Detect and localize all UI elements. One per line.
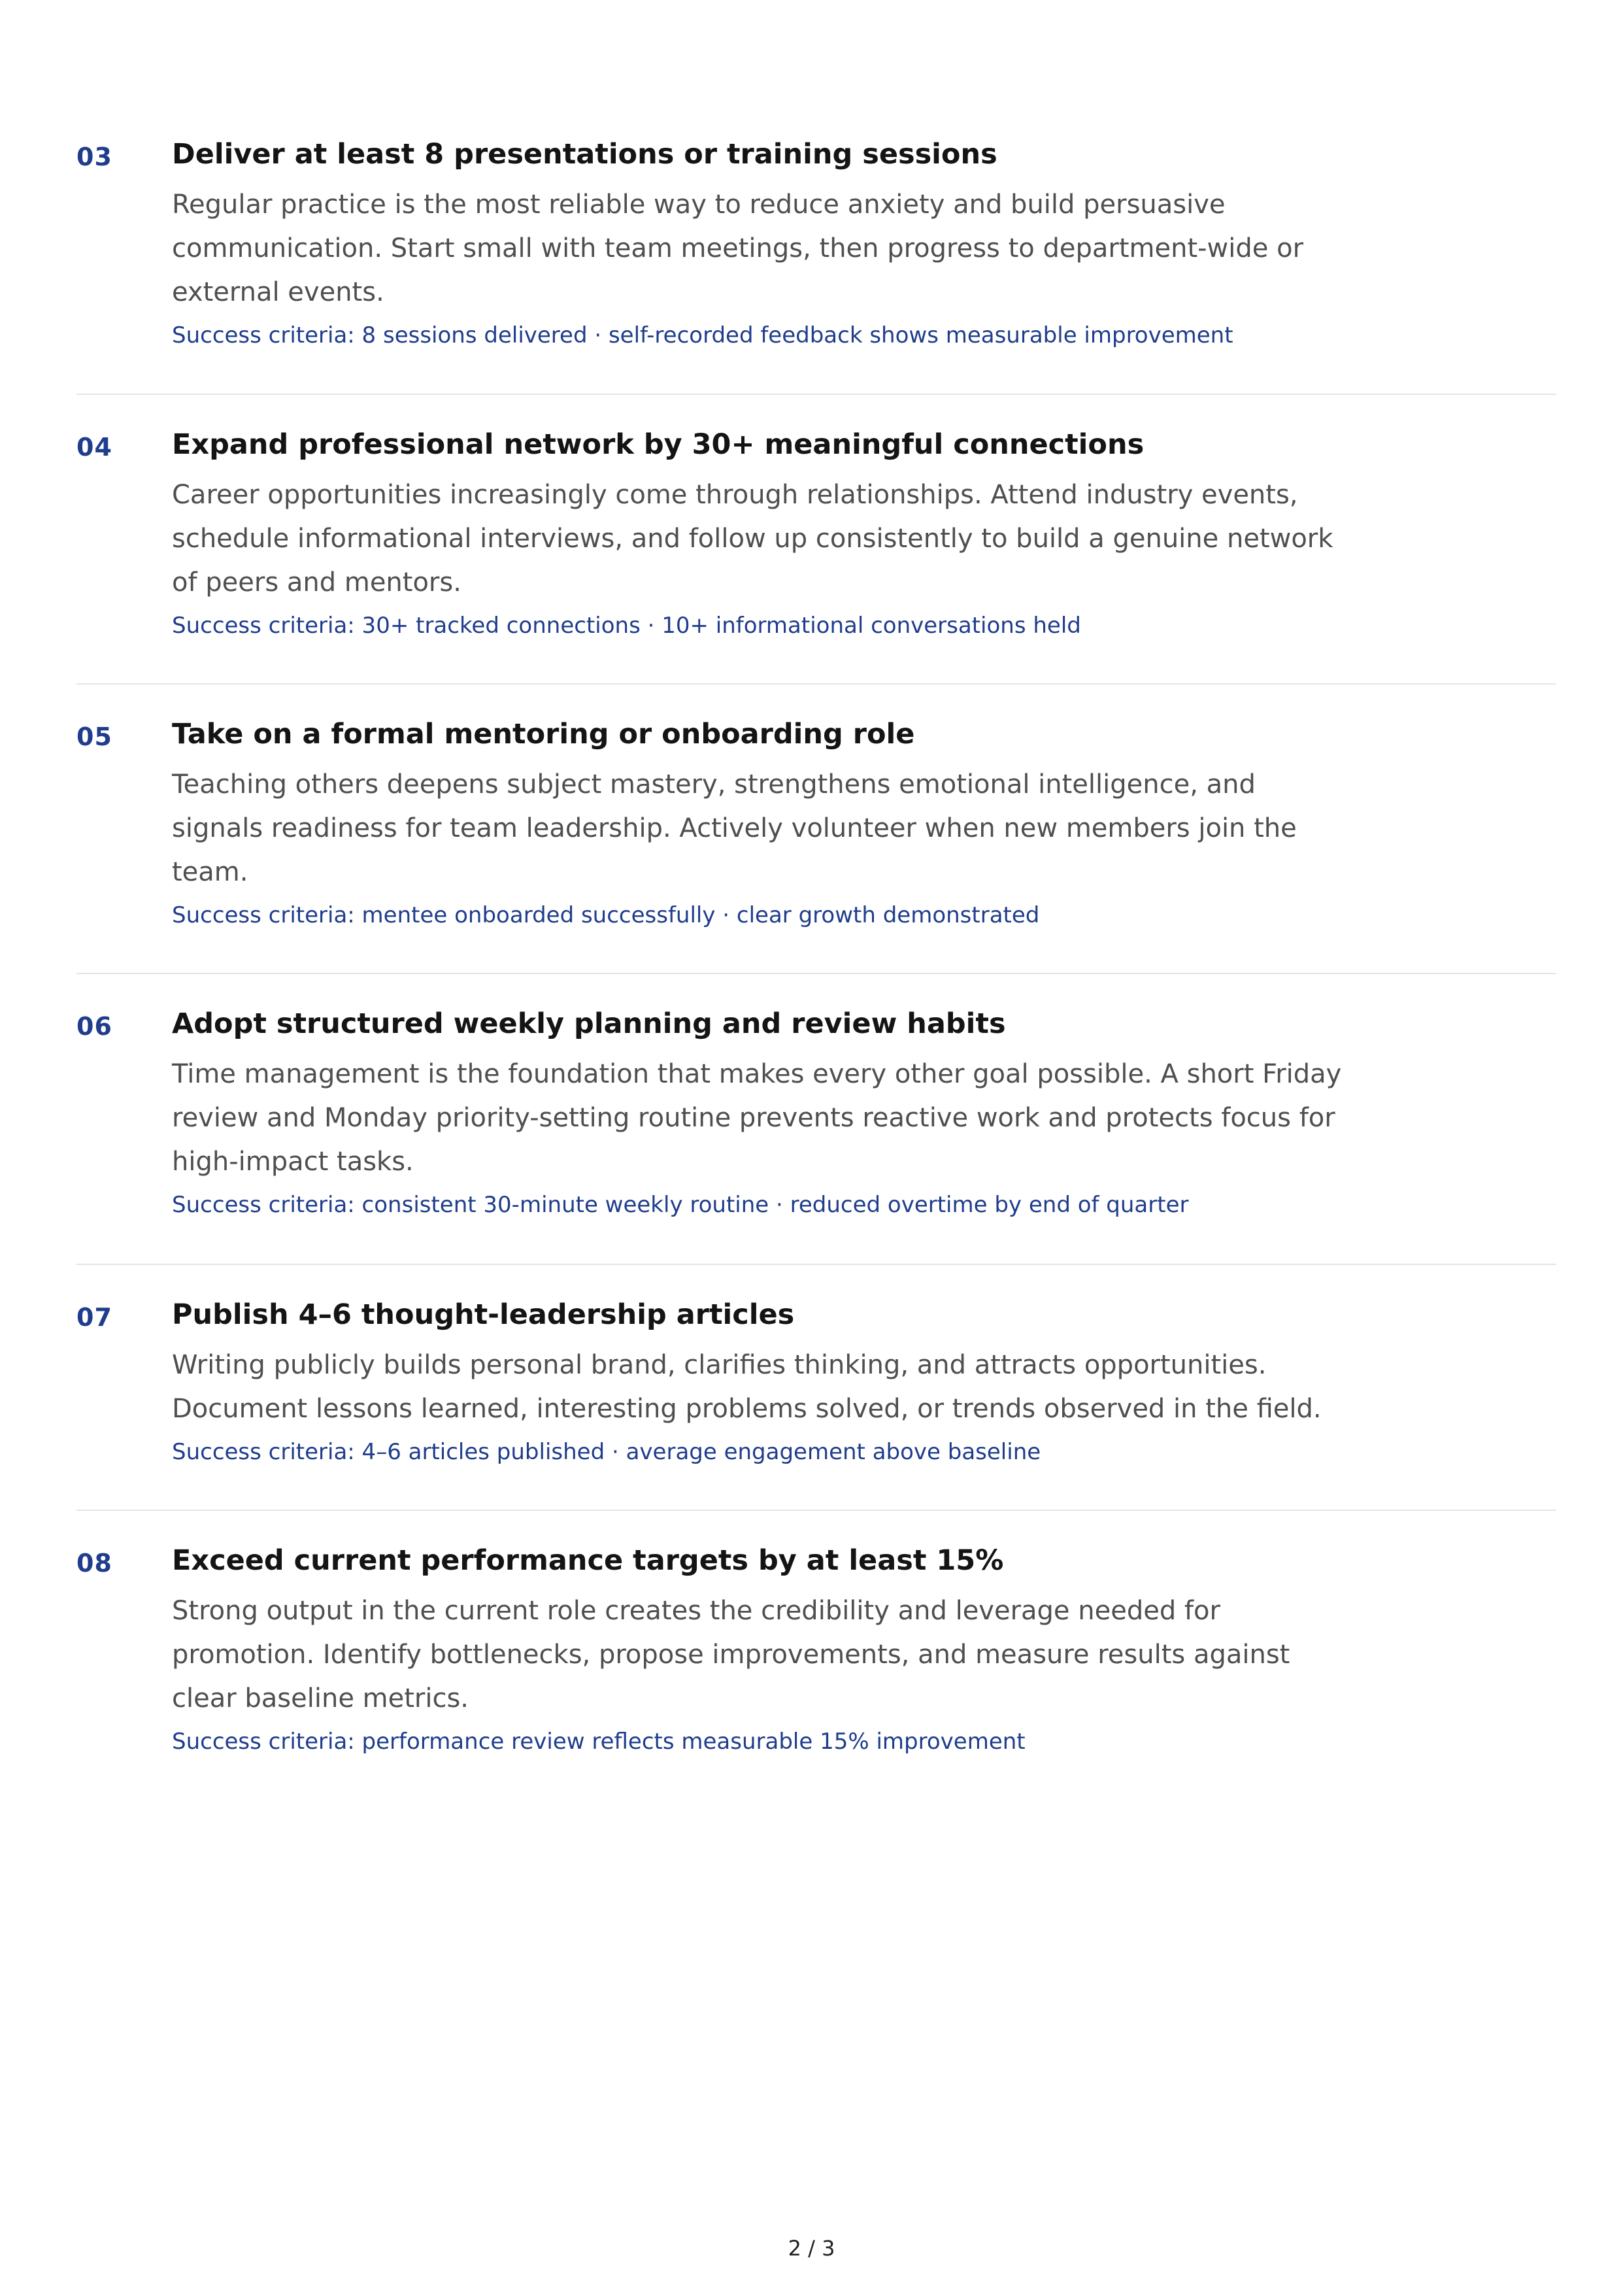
goal-description-line: team. <box>172 857 248 887</box>
goal-number: 06 <box>76 1012 112 1041</box>
success-criteria: Success criteria: 30+ tracked connections · 10+ informational conversations held <box>172 613 1081 639</box>
goal-title: Deliver at least 8 presentations or training sessions <box>172 138 997 171</box>
success-criteria: Success criteria: 8 sessions delivered · self-recorded feedback shows measurable improvement <box>172 322 1233 348</box>
goal-description-line: signals readiness for team leadership. Actively volunteer when new members join the <box>172 813 1297 843</box>
goal-description <box>172 1053 1388 1184</box>
goal-description-line: external events. <box>172 277 384 307</box>
success-criteria: Success criteria: mentee onboarded successfully · clear growth demonstrated <box>172 902 1040 928</box>
goal-title: Take on a formal mentoring or onboarding role <box>172 718 915 751</box>
goal-description-line: schedule informational interviews, and follow up consistently to build a genuine network <box>172 524 1333 554</box>
goal-description-line: review and Monday priority-setting routine prevents reactive work and protects focus for <box>172 1103 1335 1133</box>
page-indicator: 2 / 3 <box>788 2236 835 2261</box>
goal-title: Publish 4–6 thought-leadership articles <box>172 1298 795 1331</box>
goal-description-line: Teaching others deepens subject mastery, strengthens emotional intelligence, and <box>172 769 1256 800</box>
goal-description <box>172 183 1388 314</box>
goal-item <box>76 683 1556 974</box>
goal-description-line: high-impact tasks. <box>172 1147 414 1177</box>
goal-number: 08 <box>76 1549 112 1578</box>
goal-number: 04 <box>76 433 112 462</box>
goal-description-line: Time management is the foundation that makes every other goal possible. A short Friday <box>172 1059 1342 1089</box>
goal-description-line: Regular practice is the most reliable way to reduce anxiety and build persuasive <box>172 190 1226 220</box>
goal-title: Adopt structured weekly planning and review habits <box>172 1007 1006 1040</box>
goal-title: Expand professional network by 30+ meaningful connections <box>172 428 1145 461</box>
goal-number: 03 <box>76 143 112 171</box>
goal-item <box>76 1264 1556 1511</box>
goal-description-line: Career opportunities increasingly come through relationships. Attend industry events, <box>172 480 1298 510</box>
goal-item <box>76 394 1556 684</box>
goal-number: 05 <box>76 722 112 751</box>
goal-description-line: Writing publicly builds personal brand, clarifies thinking, and attracts opportunities. <box>172 1350 1267 1380</box>
goal-item <box>76 1510 1556 1799</box>
goal-description-line: promotion. Identify bottlenecks, propose improvements, and measure results against <box>172 1640 1290 1670</box>
success-criteria: Success criteria: consistent 30-minute weekly routine · reduced overtime by end of quarter <box>172 1192 1189 1218</box>
goal-item <box>76 0 1556 395</box>
goal-description <box>172 473 1388 605</box>
goal-description-line: of peers and mentors. <box>172 567 461 598</box>
goal-description-line: communication. Start small with team meetings, then progress to department-wide or <box>172 233 1304 263</box>
goal-description <box>172 1343 1388 1431</box>
goal-description <box>172 1589 1388 1721</box>
goal-description-line: Document lessons learned, interesting problems solved, or trends observed in the field. <box>172 1394 1322 1424</box>
goal-description-line: clear baseline metrics. <box>172 1683 469 1714</box>
goal-description <box>172 763 1388 894</box>
goal-title: Exceed current performance targets by at least 15% <box>172 1544 1004 1577</box>
success-criteria: Success criteria: 4–6 articles published · average engagement above baseline <box>172 1439 1041 1465</box>
goal-item <box>76 973 1556 1265</box>
goal-description-line: Strong output in the current role creates the credibility and leverage needed for <box>172 1596 1220 1626</box>
goal-number: 07 <box>76 1303 112 1332</box>
success-criteria: Success criteria: performance review reflects measurable 15% improvement <box>172 1729 1026 1755</box>
